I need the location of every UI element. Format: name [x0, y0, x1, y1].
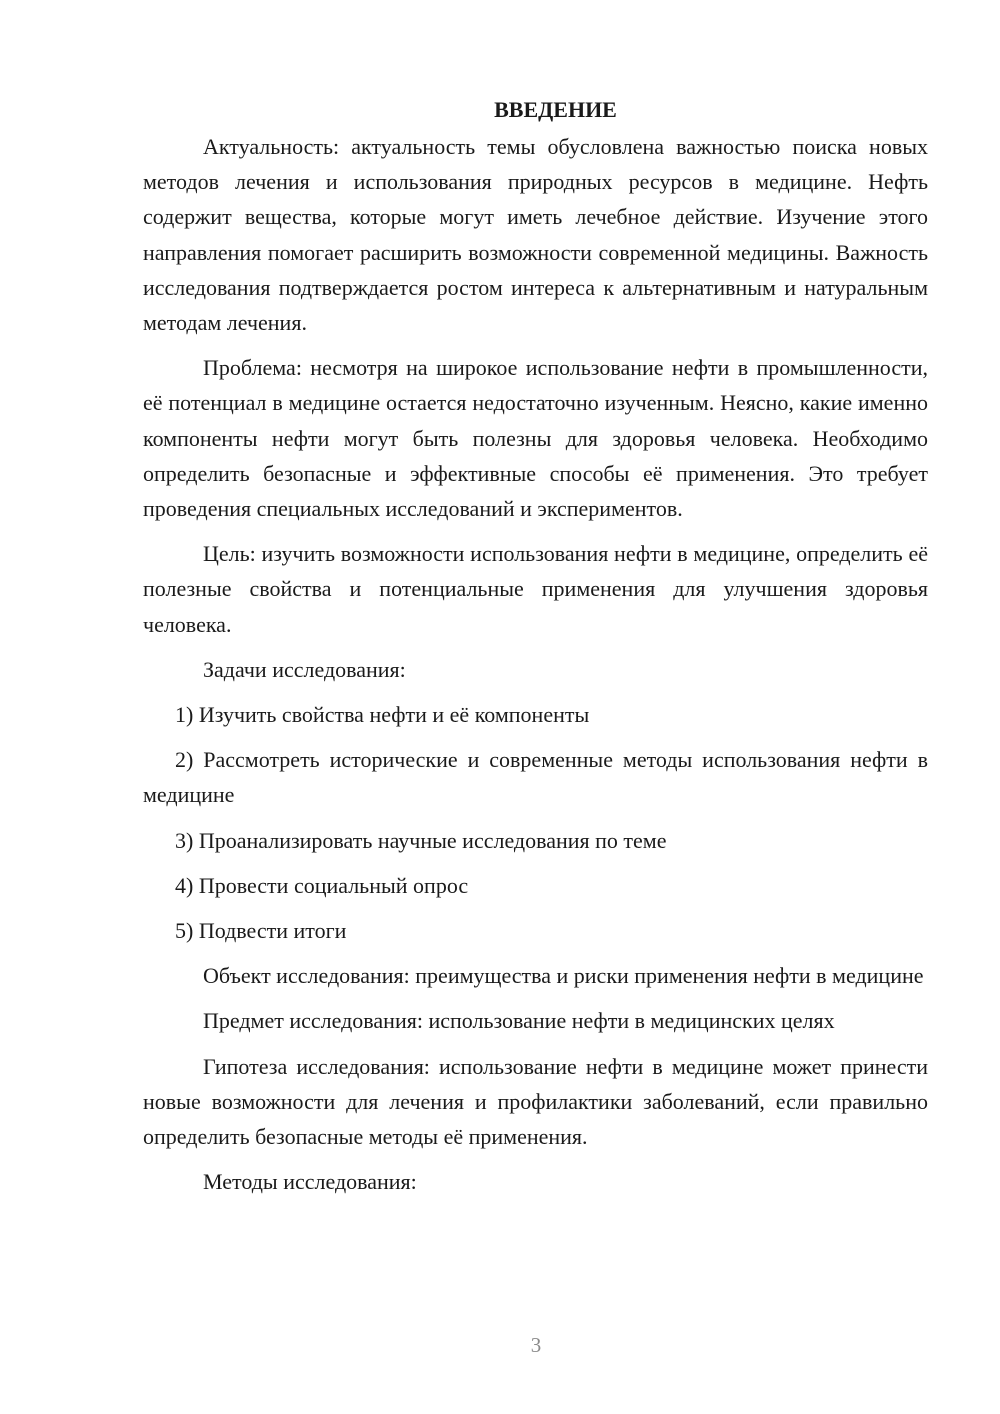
- subject-paragraph: Предмет исследования: использование нефти в медицинских целях: [203, 1008, 835, 1034]
- task-item: 3) Проанализировать научные исследования по теме: [175, 827, 667, 853]
- hypothesis-paragraph: Гипотеза исследования: использование нефти в медицине может принести новые возможности для лечения и профилактики заболеваний, если правильно определить безопасные методы её применения.: [143, 1053, 928, 1150]
- task-item: 1) Изучить свойства нефти и её компоненты: [175, 702, 590, 728]
- tasks-heading: Задачи исследования:: [203, 656, 406, 682]
- task-item: 5) Подвести итоги: [175, 918, 347, 944]
- methods-paragraph: Методы исследования:: [203, 1169, 417, 1195]
- relevance-paragraph: Актуальность: актуальность темы обусловлена важностью поиска новых методов лечения и использования природных ресурсов в медицине. Нефть содержит вещества, которые могут иметь лечебное действие. Изучение этого направления помогает расширить возможности современной медицины. Важность исследования подтверждается ростом интереса к альтернативным и натуральным методам лечения.: [143, 134, 928, 336]
- goal-paragraph: Цель: изучить возможности использования нефти в медицине, определить её полезные свойства и потенциальные применения для улучшения здоровья человека.: [143, 541, 928, 637]
- object-paragraph: Объект исследования: преимущества и риски применения нефти в медицине: [203, 963, 924, 989]
- problem-paragraph: Проблема: несмотря на широкое использование нефти в промышленности, её потенциал в медицине остается недостаточно изученным. Неясно, какие именно компоненты нефти могут быть полезны для здоровья человека. Необходимо определить безопасные и эффективные способы её применения. Это требует проведения специальных исследований и экспериментов.: [143, 355, 928, 522]
- section-heading: ВВЕДЕНИЕ: [494, 97, 617, 122]
- task-item: 4) Провести социальный опрос: [175, 872, 469, 898]
- page-number: 3: [530, 1333, 542, 1357]
- task-item: 2) Рассмотреть исторические и современные методы использования нефти в медицине: [143, 747, 928, 808]
- document-page: [143, 92, 928, 1209]
